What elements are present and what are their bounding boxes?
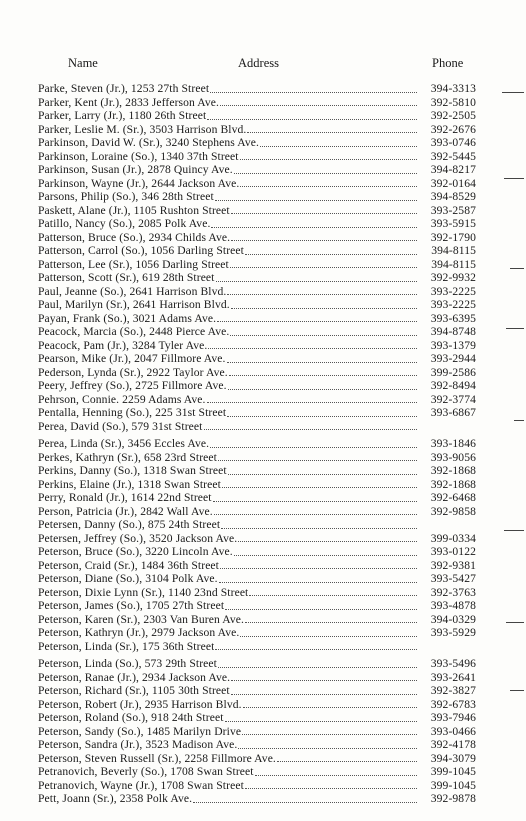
dot-leader: [247, 132, 417, 133]
entry-name-address: Parker, Larry (Jr.), 1180 26th Street: [38, 109, 207, 122]
entry-phone: 392-1868: [430, 464, 476, 477]
dot-leader: [207, 402, 417, 403]
margin-mark: [506, 622, 524, 623]
entry-name-address: Peterson, Diane (So.), 3104 Polk Ave.: [38, 572, 218, 585]
entry-phone: 392-5810: [430, 95, 476, 109]
entry-name-address: Peterson, Steven Russell (Sr.), 2258 Fillmore Ave.: [38, 751, 276, 765]
name-column-header: Name: [68, 56, 98, 70]
entry-phone: 393-9056: [430, 450, 476, 464]
dot-leader: [218, 460, 417, 461]
dot-leader: [229, 375, 417, 376]
entry-name-address: Peterson, James (So.), 1705 27th Street: [38, 599, 225, 612]
entry-phone: 394-8529: [430, 190, 476, 203]
entry-phone: 392-5445: [430, 149, 476, 163]
dot-leader: [231, 694, 417, 695]
directory-entry: [38, 163, 476, 177]
entry-name-address: Patterson, Scott (Sr.), 619 28th Street: [38, 271, 215, 284]
directory-listing: [38, 82, 476, 806]
directory-entry: [38, 478, 476, 492]
entry-name-address: Peterson, Linda (So.), 573 29th Street: [38, 657, 217, 670]
entry-name-address: Parker, Leslie M. (Sr.), 3503 Harrison Blvd.: [38, 122, 247, 136]
directory-entry: [38, 684, 476, 698]
directory-entry: [38, 352, 476, 366]
entry-name-address: Pearson, Mike (Jr.), 2047 Fillmore Ave.: [38, 352, 226, 365]
entry-phone: 392-4178: [430, 738, 476, 751]
directory-entry: [38, 150, 476, 164]
dot-leader: [210, 447, 417, 448]
dot-leader: [249, 595, 417, 596]
dot-leader: [228, 389, 417, 390]
entry-name-address: Petranovich, Wayne (Jr.), 1708 Swan Street: [38, 778, 244, 792]
entry-phone: 394-8115: [431, 244, 476, 257]
entry-name-address: Peterson, Linda (Sr.), 175 36th Street: [38, 639, 215, 653]
dot-leader: [207, 119, 417, 120]
directory-entry: [38, 752, 476, 766]
address-column-header: Address: [238, 56, 279, 70]
entry-phone: 393-2225: [430, 298, 476, 311]
entry-phone: 393-5915: [430, 217, 476, 230]
entry-phone: 392-9932: [430, 271, 476, 284]
entry-name-address: Peterson, Sandy (So.), 1485 Marilyn Drive: [38, 724, 242, 738]
margin-mark: [510, 690, 524, 691]
directory-entry: [38, 505, 476, 519]
directory-entry: [38, 109, 476, 123]
dot-leader: [214, 514, 417, 515]
margin-tick-marks: [500, 0, 526, 821]
entry-phone: 392-1790: [430, 230, 476, 244]
dot-leader: [219, 582, 417, 583]
dot-leader: [260, 146, 417, 147]
dot-leader: [218, 667, 417, 668]
dot-leader: [242, 734, 417, 735]
entry-phone: 392-0164: [430, 176, 476, 190]
directory-entry: [38, 217, 476, 231]
phone-column-header: Phone: [432, 56, 464, 70]
entry-name-address: Peterson, Craid (Sr.), 1484 36th Street: [38, 558, 220, 572]
entry-phone: 393-6867: [430, 406, 476, 419]
entry-name-address: Peery, Jeffrey (So.), 2725 Fillmore Ave.: [38, 379, 227, 392]
dot-leader: [240, 636, 417, 637]
margin-mark: [514, 420, 524, 421]
dot-leader: [208, 348, 417, 349]
dot-leader: [240, 186, 417, 187]
entry-phone: 393-1379: [430, 338, 476, 352]
entry-name-address: Patterson, Bruce (So.), 2934 Childs Ave.: [38, 230, 231, 244]
directory-entry: [38, 339, 476, 353]
entry-phone: 394-3079: [430, 751, 476, 765]
entry-name-address: Perkes, Kathryn (Sr.), 658 23rd Street: [38, 450, 217, 464]
entry-name-address: Peterson, Robert (Jr.), 2935 Harrison Blvd.: [38, 697, 242, 711]
directory-entry: [38, 725, 476, 739]
directory-entry: [38, 572, 476, 586]
dot-leader: [245, 622, 417, 623]
directory-entry: [38, 244, 476, 258]
directory-entry: [38, 271, 476, 285]
entry-name-address: Peterson, Ranae (Jr.), 2934 Jackson Ave.: [38, 670, 231, 684]
entry-phone: 393-7946: [430, 711, 476, 724]
entry-name-address: Peterson, Dixie Lynn (Sr.), 1140 23nd Street: [38, 585, 249, 599]
directory-entry: [38, 420, 476, 434]
directory-entry: [38, 532, 476, 546]
entry-name-address: Parkinson, Loraine (So.), 1340 37th Street: [38, 149, 239, 163]
directory-entry: [38, 613, 476, 627]
entry-name-address: Peacock, Marcia (So.), 2448 Pierce Ave.: [38, 325, 230, 338]
entry-name-address: Pederson, Lynda (Sr.), 2922 Taylor Ave.: [38, 365, 228, 379]
directory-entry: [38, 190, 476, 204]
margin-mark: [510, 268, 524, 269]
margin-mark: [502, 92, 524, 93]
margin-mark: [506, 328, 524, 329]
dot-leader: [225, 721, 417, 722]
directory-entry: [38, 258, 476, 272]
dot-leader: [231, 308, 417, 309]
entry-name-address: Patterson, Carrol (So.), 1056 Darling Street: [38, 244, 244, 257]
dot-leader: [238, 748, 417, 749]
entry-phone: 394-3313: [430, 82, 476, 95]
directory-entry: [38, 298, 476, 312]
entry-name-address: Petersen, Jeffrey (So.), 3520 Jackson Ave.: [38, 531, 238, 545]
dot-leader: [231, 680, 417, 681]
entry-phone: 393-0746: [430, 136, 476, 149]
directory-entry: [38, 626, 476, 640]
directory-entry: [38, 406, 476, 420]
entry-phone: 392-2505: [430, 109, 476, 122]
entry-name-address: Parker, Kent (Jr.), 2833 Jefferson Ave.: [38, 95, 220, 109]
directory-entry: [38, 698, 476, 712]
directory-entry: [38, 545, 476, 559]
dot-leader: [210, 92, 417, 93]
margin-mark: [504, 530, 524, 531]
directory-entry: [38, 738, 476, 752]
column-header-row: [0, 52, 526, 74]
directory-entry: [38, 491, 476, 505]
dot-leader: [213, 501, 417, 502]
directory-entry: [38, 82, 476, 96]
entry-phone: 394-8115: [431, 257, 476, 271]
dot-leader: [231, 213, 417, 214]
entry-phone: 393-1846: [430, 437, 476, 450]
dot-leader: [230, 267, 417, 268]
dot-leader: [215, 200, 417, 201]
dot-leader: [211, 227, 417, 228]
entry-phone: 392-3763: [430, 585, 476, 599]
entry-phone: 392-3827: [430, 684, 476, 697]
entry-phone: 393-2641: [430, 670, 476, 684]
entry-name-address: Perkins, Elaine (Jr.), 1318 Swan Street: [38, 477, 221, 491]
directory-entry: [38, 765, 476, 779]
entry-name-address: Peterson, Sandra (Jr.), 3523 Madison Ave.: [38, 738, 238, 751]
dot-leader: [277, 761, 417, 762]
entry-name-address: Perea, Linda (Sr.), 3456 Eccles Ave.: [38, 437, 210, 450]
directory-entry: [38, 96, 476, 110]
directory-entry: [38, 599, 476, 613]
entry-name-address: Pehrson, Connie. 2259 Adams Ave.: [38, 392, 206, 406]
entry-phone: 393-6395: [430, 311, 476, 325]
entry-phone: 392-6783: [430, 697, 476, 711]
directory-entry: [38, 325, 476, 339]
directory-entry: [38, 123, 476, 137]
directory-entry: [38, 657, 476, 671]
entry-phone: 393-0466: [430, 724, 476, 738]
entry-name-address: Patterson, Lee (Sr.), 1056 Darling Street: [38, 257, 229, 271]
entry-phone: 393-2225: [430, 284, 476, 298]
dot-leader: [220, 568, 417, 569]
directory-entry: [38, 792, 476, 806]
dot-leader: [228, 474, 417, 475]
entry-phone: 392-2676: [430, 122, 476, 136]
margin-mark: [504, 178, 524, 179]
entry-name-address: Paul, Jeanne (So.), 2641 Harrison Blvd.: [38, 284, 227, 298]
entry-phone: 393-5496: [430, 657, 476, 670]
directory-entry: [38, 204, 476, 218]
dot-leader: [225, 609, 417, 610]
entry-name-address: Peterson, Bruce (So.), 3220 Lincoln Ave.: [38, 545, 233, 558]
dot-leader: [222, 487, 417, 488]
entry-phone: 393-2587: [430, 203, 476, 217]
entry-name-address: Perkins, Danny (So.), 1318 Swan Street: [38, 464, 227, 477]
entry-phone: 399-1045: [430, 765, 476, 778]
dot-leader: [255, 775, 417, 776]
dot-leader: [217, 321, 417, 322]
entry-name-address: Petranovich, Beverly (So.), 1708 Swan Street: [38, 765, 254, 778]
entry-phone: 393-5427: [430, 572, 476, 585]
dot-leader: [245, 788, 417, 789]
dot-leader: [238, 541, 417, 542]
directory-entry: [38, 711, 476, 725]
directory-entry: [38, 393, 476, 407]
dot-leader: [240, 159, 417, 160]
directory-entry: [38, 586, 476, 600]
directory-entry: [38, 366, 476, 380]
directory-entry: [38, 177, 476, 191]
entry-phone: 393-2944: [430, 352, 476, 365]
entry-name-address: Pentalla, Henning (So.), 225 31st Street: [38, 406, 227, 419]
dot-leader: [234, 555, 417, 556]
entry-phone: 392-3774: [430, 392, 476, 406]
entry-name-address: Parke, Steven (Jr.), 1253 27th Street: [38, 82, 210, 95]
entry-name-address: Pett, Joann (Sr.), 2358 Polk Ave.: [38, 792, 193, 805]
dot-leader: [227, 362, 417, 363]
entry-name-address: Person, Patricia (Jr.), 2842 Wall Ave.: [38, 504, 213, 518]
entry-name-address: Parkinson, David W. (Sr.), 3240 Stephens Ave.: [38, 136, 260, 149]
directory-entry: [38, 451, 476, 465]
directory-entry: [38, 437, 476, 451]
directory-entry: [38, 464, 476, 478]
entry-name-address: Peterson, Karen (Sr.), 2303 Van Buren Ave.: [38, 612, 244, 626]
directory-entry: [38, 285, 476, 299]
entry-phone: 393-5929: [430, 626, 476, 639]
entry-phone: 399-0334: [430, 531, 476, 545]
directory-entry: [38, 379, 476, 393]
dot-leader: [230, 335, 417, 336]
dot-leader: [215, 649, 417, 650]
entry-name-address: Perry, Ronald (Jr.), 1614 22nd Street: [38, 491, 212, 504]
entry-phone: 392-6468: [430, 491, 476, 504]
entry-name-address: Perea, David (So.), 579 31st Street: [38, 419, 203, 433]
entry-phone: 392-9858: [430, 504, 476, 518]
directory-entry: [38, 671, 476, 685]
entry-name-address: Peterson, Richard (Sr.), 1105 30th Street: [38, 684, 230, 697]
entry-phone: 392-1868: [430, 477, 476, 491]
dot-leader: [234, 173, 417, 174]
entry-phone: 392-9381: [430, 558, 476, 572]
dot-leader: [193, 802, 417, 803]
entry-phone: 394-0329: [430, 612, 476, 626]
entry-phone: 393-0122: [430, 545, 476, 558]
dot-leader: [221, 528, 417, 529]
entry-phone: 394-8217: [430, 163, 476, 176]
entry-name-address: Peterson, Roland (So.), 918 24th Street: [38, 711, 224, 724]
dot-leader: [231, 240, 417, 241]
dot-leader: [220, 105, 417, 106]
entry-phone: 399-1045: [430, 778, 476, 792]
dot-leader: [227, 294, 417, 295]
entry-name-address: Paskett, Alane (Jr.), 1105 Rushton Street: [38, 203, 230, 217]
dot-leader: [245, 254, 417, 255]
entry-name-address: Paul, Marilyn (Sr.), 2641 Harrison Blvd.: [38, 298, 230, 311]
directory-entry: [38, 518, 476, 532]
dot-leader: [227, 416, 417, 417]
entry-phone: 394-8748: [430, 325, 476, 338]
dot-leader: [243, 707, 417, 708]
entry-phone: 393-4878: [430, 599, 476, 612]
directory-entry: [38, 136, 476, 150]
entry-phone: 399-2586: [430, 365, 476, 379]
entry-name-address: Payan, Frank (So.), 3021 Adams Ave.: [38, 311, 217, 325]
entry-name-address: Peterson, Kathryn (Jr.), 2979 Jackson Ave.: [38, 626, 240, 639]
entry-name-address: Petersen, Danny (So.), 875 24th Street: [38, 518, 221, 531]
entry-name-address: Parsons, Philip (So.), 346 28th Street: [38, 190, 214, 203]
entry-name-address: Peacock, Pam (Jr.), 3284 Tyler Ave.: [38, 338, 208, 352]
directory-entry: [38, 640, 476, 654]
entry-name-address: Patillo, Nancy (So.), 2085 Polk Ave.: [38, 217, 211, 230]
directory-entry: [38, 779, 476, 793]
dot-leader: [216, 281, 417, 282]
entry-name-address: Parkinson, Susan (Jr.), 2878 Quincy Ave.: [38, 163, 233, 176]
dot-leader: [204, 429, 418, 430]
entry-name-address: Parkinson, Wayne (Jr.), 2644 Jackson Ave.: [38, 176, 240, 190]
directory-entry: [38, 231, 476, 245]
directory-entry: [38, 559, 476, 573]
directory-entry: [38, 312, 476, 326]
entry-phone: 392-9878: [430, 792, 476, 805]
entry-phone: 392-8494: [430, 379, 476, 392]
